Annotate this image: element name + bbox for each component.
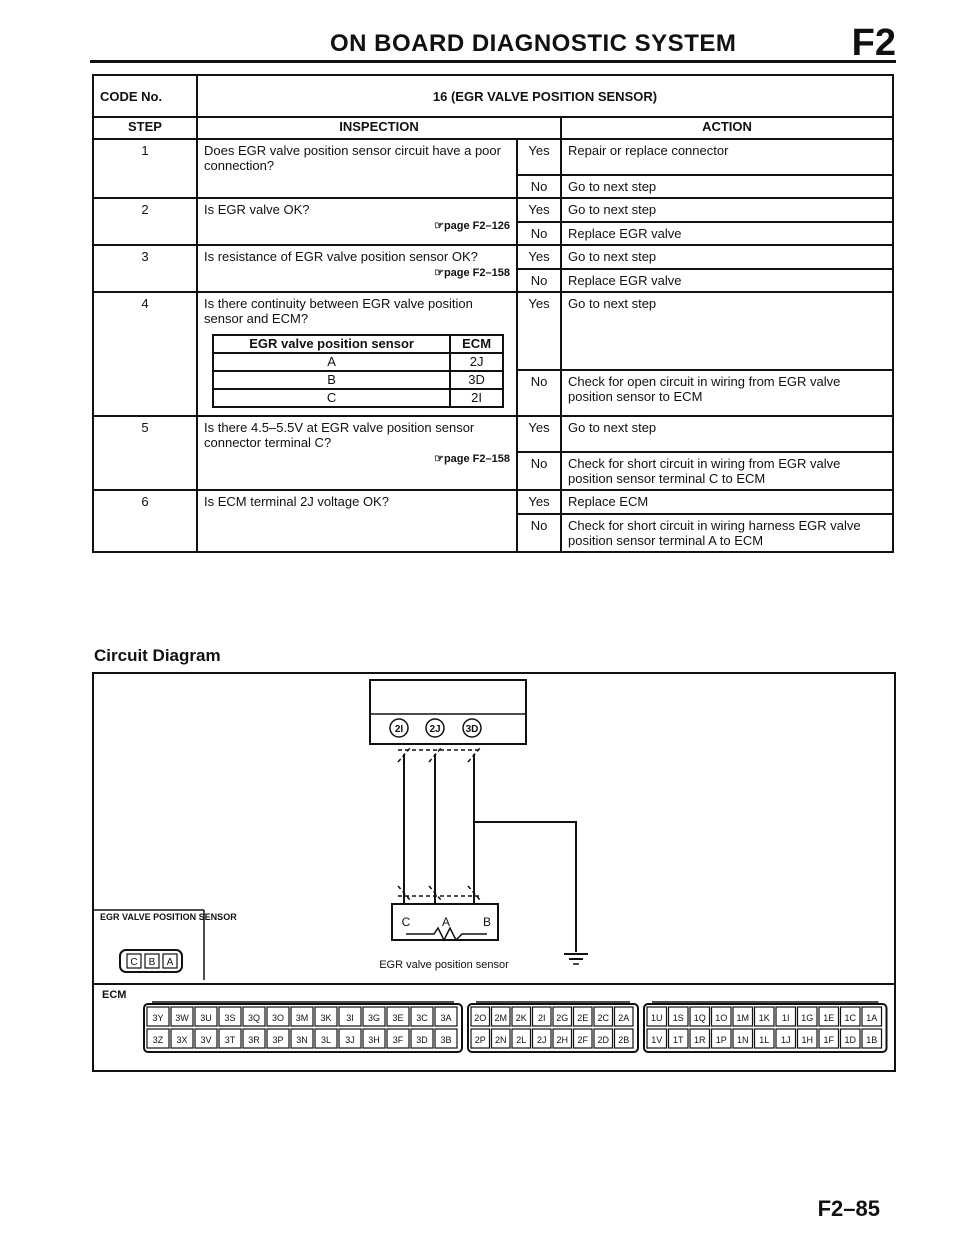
page-number: F2–85	[817, 1196, 880, 1221]
step-row	[93, 292, 893, 370]
ecm-terminal-label: 1B	[866, 1035, 878, 1045]
ecm-terminal-label: 3O	[271, 1013, 285, 1023]
step-number: 3	[93, 245, 197, 292]
code-label: CODE No.	[93, 75, 197, 117]
inspection-question: Is there 4.5–5.5V at EGR valve position sensor connector terminal C?	[204, 420, 475, 450]
connector-pin-label: A	[166, 957, 174, 968]
ecm-terminal-label: 2O	[474, 1013, 487, 1023]
inspection-cell	[197, 490, 517, 552]
ecm-terminal-label: 2D	[597, 1035, 610, 1045]
ecm-terminal-label: 3Q	[247, 1013, 261, 1023]
ecm-terminal-label: 3T	[224, 1035, 236, 1045]
ecm-terminal-label: 3V	[200, 1035, 212, 1045]
ecm-terminal-label: 3K	[320, 1013, 332, 1023]
ecm-terminal-label: 2H	[556, 1035, 569, 1045]
step-number: 5	[93, 416, 197, 490]
inspection-cell	[197, 416, 517, 490]
ecm-terminal-label: 3J	[345, 1035, 355, 1045]
inspection-question: Is there continuity between EGR valve position sensor and ECM?	[204, 296, 473, 326]
ecm-terminal-label: 1T	[672, 1035, 684, 1045]
ecm-terminal-label: 3N	[296, 1035, 308, 1045]
step-row	[93, 416, 893, 452]
section-code: F2	[851, 22, 896, 64]
ecm-terminal-label: 1K	[758, 1013, 770, 1023]
ecm-terminal-label: 1J	[780, 1035, 791, 1045]
shield-bottom	[398, 886, 480, 900]
ecm-terminal-label: 1N	[736, 1035, 749, 1045]
ecm-pin-label: 2J	[429, 724, 441, 735]
ecm-terminal-label: 2J	[536, 1035, 547, 1045]
no-label: No	[517, 269, 561, 292]
circuit-diagram-title: Circuit Diagram	[94, 646, 221, 665]
no-action: Go to next step	[561, 175, 893, 198]
ecm-terminal-label: 1I	[781, 1013, 790, 1023]
inspection-question: Is resistance of EGR valve position sensor OK?	[204, 249, 478, 264]
ecm-terminal-label: 1G	[801, 1013, 814, 1023]
ecm-terminal-label: 3A	[440, 1013, 452, 1023]
ecm-pin-label: 3D	[465, 724, 479, 735]
ecm-terminal-label: 2A	[618, 1013, 630, 1023]
inspection-cell	[197, 292, 517, 416]
ecm-terminal-label: 3U	[200, 1013, 212, 1023]
sub-row	[213, 353, 503, 371]
page-title: ON BOARD DIAGNOSTIC SYSTEM	[330, 30, 737, 57]
step-header: STEP	[93, 117, 197, 139]
resistor-icon	[406, 928, 487, 940]
sub-header-ecm: ECM	[450, 335, 503, 353]
sub-row	[213, 389, 503, 407]
yes-action: Replace ECM	[561, 490, 893, 514]
inspection-question: Is ECM terminal 2J voltage OK?	[204, 494, 389, 509]
ecm-terminal-label: 1C	[844, 1013, 857, 1023]
inspection-table	[92, 74, 894, 553]
header-rule	[90, 60, 896, 63]
yes-label: Yes	[517, 198, 561, 222]
sensor-caption: EGR valve position sensor	[379, 959, 509, 971]
no-action: Replace EGR valve	[561, 269, 893, 292]
yes-label: Yes	[517, 139, 561, 175]
no-action: Check for short circuit in wiring from EGR valve position sensor terminal C to ECM	[561, 452, 893, 490]
ecm-terminal-label: 2F	[577, 1035, 589, 1045]
code-row	[93, 75, 893, 117]
ecm-terminal-label: 1V	[651, 1035, 663, 1045]
page-reference: ☞page F2–126	[434, 220, 510, 232]
ecm-terminal-label: 1O	[715, 1013, 728, 1023]
ecm-terminal-label: 2C	[597, 1013, 610, 1023]
yes-label: Yes	[517, 490, 561, 514]
ecm-terminal-label: 3G	[367, 1013, 381, 1023]
yes-label: Yes	[517, 416, 561, 452]
ecm-terminal-label: 1M	[736, 1013, 750, 1023]
no-label: No	[517, 222, 561, 245]
step-number: 1	[93, 139, 197, 198]
page-header	[90, 20, 896, 64]
ecm-terminal-label: 1D	[844, 1035, 857, 1045]
inspection-header: INSPECTION	[197, 117, 561, 139]
ecm-terminal-label: 2B	[618, 1035, 630, 1045]
ecm-terminal-label: 2I	[537, 1013, 546, 1023]
no-label: No	[517, 370, 561, 416]
ecm-terminal-label: 1E	[823, 1013, 835, 1023]
shield-top	[398, 748, 480, 762]
ecm-terminal-label: 2L	[516, 1035, 527, 1045]
ecm-terminal-label: 1R	[693, 1035, 706, 1045]
no-label: No	[517, 514, 561, 552]
ecm-terminal-label: 1U	[650, 1013, 663, 1023]
ecm-terminal-label: 2G	[556, 1013, 569, 1023]
ecm-terminal-label: 3E	[392, 1013, 404, 1023]
step-number: 6	[93, 490, 197, 552]
ecm-terminal-label: 2K	[515, 1013, 527, 1023]
ecm-terminal-label: 1Q	[693, 1013, 706, 1023]
yes-label: Yes	[517, 292, 561, 370]
ecm-terminal: 3D	[450, 371, 503, 389]
ecm-label: ECM	[102, 989, 127, 1001]
ecm-terminal-label: 2P	[474, 1035, 486, 1045]
inspection-question: Does EGR valve position sensor circuit have a poor connection?	[204, 143, 501, 173]
no-label: No	[517, 175, 561, 198]
step-number: 2	[93, 198, 197, 245]
ecm-terminal-label: 1H	[801, 1035, 814, 1045]
sensor-terminal: A	[213, 353, 450, 371]
ecm-terminal-label: 2E	[577, 1013, 589, 1023]
ecm-terminal-label: 3P	[272, 1035, 284, 1045]
circuit-diagram	[92, 672, 896, 1072]
ecm-terminal-label: 3B	[440, 1035, 452, 1045]
ecm-terminal: 2J	[450, 353, 503, 371]
connector-pin-label: B	[148, 957, 156, 968]
ecm-terminal-label: 3D	[416, 1035, 428, 1045]
ecm-terminal-label: 3M	[295, 1013, 309, 1023]
inspection-question: Is EGR valve OK?	[204, 202, 310, 217]
inspection-cell	[197, 139, 517, 198]
ecm-terminal-label: 3H	[368, 1035, 380, 1045]
inspection-cell	[197, 198, 517, 245]
ecm-terminal-label: 3F	[392, 1035, 404, 1045]
page-reference: ☞page F2–158	[434, 453, 510, 465]
ecm-terminal-label: 1L	[759, 1035, 770, 1045]
step-row	[93, 245, 893, 269]
sub-row	[213, 371, 503, 389]
sensor-terminal-label: B	[482, 915, 492, 929]
no-action: Check for open circuit in wiring from EGR valve position sensor to ECM	[561, 370, 893, 416]
ecm-terminal-label: 3L	[320, 1035, 332, 1045]
yes-action: Go to next step	[561, 198, 893, 222]
no-label: No	[517, 452, 561, 490]
yes-action: Go to next step	[561, 416, 893, 452]
ecm-terminal-label: 2N	[494, 1035, 507, 1045]
step-number: 4	[93, 292, 197, 416]
ecm-terminal-label: 1P	[715, 1035, 727, 1045]
connector-pin-label: C	[130, 957, 138, 968]
ecm-terminal: 2I	[450, 389, 503, 407]
sub-header-sensor: EGR valve position sensor	[213, 335, 450, 353]
yes-action: Repair or replace connector	[561, 139, 893, 175]
sensor-terminal-label: A	[441, 915, 451, 929]
no-action: Check for short circuit in wiring harness EGR valve position sensor terminal A to ECM	[561, 514, 893, 552]
inspection-cell	[197, 245, 517, 292]
action-header: ACTION	[561, 117, 893, 139]
ecm-terminal-label: 3Z	[152, 1035, 164, 1045]
ecm-terminal-label: 1F	[823, 1035, 835, 1045]
yes-label: Yes	[517, 245, 561, 269]
ecm-pin-label: 2I	[394, 724, 404, 735]
ecm-terminal-label: 3C	[416, 1013, 428, 1023]
circuit-svg	[94, 674, 894, 1070]
ecm-terminal-label: 1A	[866, 1013, 878, 1023]
step-row	[93, 198, 893, 222]
step-row	[93, 139, 893, 175]
no-action: Replace EGR valve	[561, 222, 893, 245]
ecm-terminal-label: 3W	[175, 1013, 189, 1023]
sensor-terminal-label: C	[401, 915, 411, 929]
yes-action: Go to next step	[561, 245, 893, 269]
ecm-terminal-label: 3I	[346, 1013, 354, 1023]
ecm-terminal-label: 3X	[176, 1035, 188, 1045]
column-header-row	[93, 117, 893, 139]
ecm-terminal-label: 1S	[672, 1013, 684, 1023]
step-row	[93, 490, 893, 514]
ecm-terminal-label: 3R	[248, 1035, 260, 1045]
step-rows	[93, 139, 893, 552]
page-reference: ☞page F2–158	[434, 267, 510, 279]
yes-action: Go to next step	[561, 292, 893, 370]
continuity-table	[212, 334, 504, 408]
connector-label: EGR VALVE POSITION SENSOR	[100, 912, 237, 922]
shield-drain-wire	[474, 822, 576, 952]
ecm-terminal-label: 2M	[494, 1013, 508, 1023]
sensor-terminal: B	[213, 371, 450, 389]
ecm-terminal-label: 3S	[224, 1013, 236, 1023]
sensor-terminal: C	[213, 389, 450, 407]
ecm-terminal-label: 3Y	[152, 1013, 164, 1023]
code-value: 16 (EGR VALVE POSITION SENSOR)	[197, 75, 893, 117]
